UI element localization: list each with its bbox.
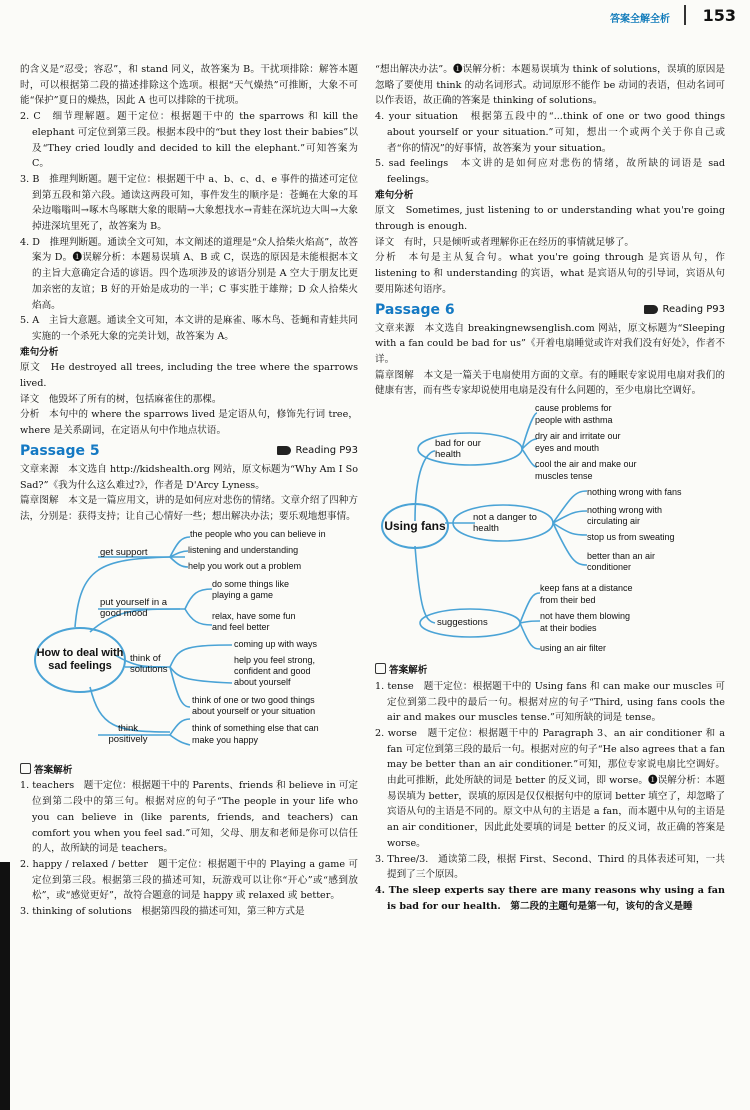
mind-map-leaf: conditioner [587,562,632,573]
mind-map-leaf: keep fans at a distance [540,583,633,594]
mind-map [20,527,358,759]
mind-map-leaf: help you feel strong, [234,654,316,665]
sentence-translation: 译文 他毁坏了所有的树，包括麻雀住的那棵。 [20,393,222,405]
sentence-original: 原文 Sometimes, just listening to or understanding what you're going through is enough. [375,205,725,233]
mind-map-branch: suggestions [437,617,488,629]
sentence-analysis: 分析 本句中的 where the sparrows lived 是定语从句，修饰先行词 tree，where 是关系副词，在定语从句中作地点状语。 [20,409,358,437]
mind-map-leaf: not have them blowing [540,611,631,622]
lock-icon [20,763,31,774]
answer-item: 3. Three/3. 通读第二段，根据 First、Second、Third 的具体表述可知，一共提到了三个原因。 [375,853,725,881]
page-header [0,0,750,30]
mind-map-leaf: muscles tense [535,471,593,482]
right-column [375,62,725,914]
answer-item: 2. worse 题干定位：根据题干中的 Paragraph 3、an air conditioner 和 a fan 可定位到第三段的最后一句。根据对应的句子“He also agrees that a fan may be better than an air conditioner.”可知，那位专家说电扇比空调好。由此可推断，此处所缺的词是 better 的反义词，即 worse。❶误解分析：本题易误填为 better，误填的原因是仅仅根据句中的原词 better 填空了，却忽略了宾语从句的主语是不同的。原文中从句的主语是 a fan，而本题中从句的主语是 an air conditioner，因此此处要填的词是 better 的反义词，故正确的答案是 worse。 [375,727,725,849]
passage-ref: Reading P93 [644,302,725,318]
mind-map-leaf: about yourself [234,676,291,687]
mind-map-root: How to deal with sad feelings [34,627,126,693]
paragraph: 的含义是“忍受；容忍”，和 stand 同义，故答案为 B。干扰项排除：解答本题时，可以根据第二段的描述排除这个选项。根据“天气燥热”可推断，大象不可能“保护”夏日的燥热，因此 A 也可以排除的干扰项。 [20,64,358,107]
mind-map-leaf: cause problems for [535,403,612,414]
mind-map-leaf: eyes and mouth [535,443,600,454]
mind-map-branch: put yourself in a good mood [100,596,168,619]
header-title: 答案全解全析 [610,14,670,25]
passage-heading [20,443,358,460]
mind-map-leaf: dry air and irritate our [535,431,621,442]
mind-map-leaf: people with asthma [535,415,613,426]
answer-item: 3. B 推理判断题。题干定位：根据题干中 a、b、c、d、e 事件的描述可定位到第五段和第六段。通读这两段可知，事件发生的顺序是：苍蝇在大象的耳朵边嗡嗡叫→啄木鸟啄瞎大象的眼睛→大象想找水→青蛙在深坑边大叫→大象掉进深坑里死了，故答案为 B。 [20,173,358,233]
mind-map-branch: not a danger to health [473,512,537,535]
passage-title: Passage 6 [375,301,455,318]
answer-item: 1. tense 题干定位：根据题干中的 Using fans 和 can make our muscles 可定位到第二段中的最后一句。根据对应的句子“Third, using fans cools the air and makes our muscles tense.”可知所缺的词是 tense。 [375,680,725,724]
answer-item: 3. thinking of solutions 根据第四段的描述可知，第三种方式是 [20,906,305,918]
pointing-hand-icon [277,446,291,455]
passage-title: Passage 5 [20,443,100,460]
passage-ref: Reading P93 [277,443,358,459]
answer-item: 4. D 推理判断题。通读全文可知，本文阐述的道理是“众人拾柴火焰高”，故答案为 D。❶误解分析：本题易误填 A、B 或 C，误选的原因是未能根据本文的主旨大意确定合适的谚语。四个选项涉及的谚语分别是 A 空大于朋友比更加亲密的友谊；B 好的开始是成功的一半；C 事实胜于雄辩；D 众人拾柴火焰高。 [20,236,358,311]
answer-item: 5. sad feelings 本文讲的是如何应对悲伤的情绪，故所缺的词语是 sad feelings。 [375,158,725,185]
answer-item: 2. C 细节理解题。题干定位：根据题干中的 the sparrows 和 kill the elephant 可定位到第三段。根据本段中的“but they lost their babies”以及“They cried loudly and decided to kill the elephant.”可知答案为 C。 [20,111,358,170]
mind-map-leaf: think of something else that can [192,722,319,733]
mind-map-leaf: help you work out a problem [188,560,302,571]
sentence-original: 原文 He destroyed all trees, including the tree where the sparrows lived. [20,362,358,390]
mind-map-branch: get support [100,546,148,558]
page-number: 153 [702,6,736,25]
mind-map-root: Using fans [381,503,449,549]
mind-map-leaf: do some things like [212,578,290,589]
mind-map-leaf: nothing wrong with [587,505,663,516]
mind-map-leaf: using an air filter [540,643,607,654]
mind-map-leaf: cool the air and make our [535,459,637,470]
mind-map-leaf: listening and understanding [188,544,299,555]
passage-heading [375,302,725,319]
mind-map-leaf: stop us from sweating [587,532,675,543]
mind-map-leaf: about yourself or your situation [192,705,316,716]
mind-map-leaf: think of one or two good things [192,694,315,705]
sentence-analysis: 分析 本句是主从复合句。what you're going through 是宾语从句，作 listening to 和 understanding 的宾语，what 是宾语从句的引导词，宾语从句要用陈述句语序。 [375,252,725,295]
article-source: 文章来源 本文选自 breakingnewsenglish.com 网站，原文标题为“Sleeping with a fan could be bad for us”《开着电扇睡觉或许对我们没有好处》，作者不详。 [375,322,725,365]
mind-map-leaf: make you happy [192,734,259,745]
lock-icon [375,663,386,674]
article-overview: 篇章图解 本文是一篇关于电扇使用方面的文章。有的睡眠专家说用电扇对我们的健康有害，而有些专家却说使用电扇是没有什么问题的，至少电扇比空调好。 [375,369,725,397]
mind-map-leaf: and feel better [212,621,270,632]
answer-item: 2. happy / relaxed / better 题干定位：根据题干中的 Playing a game 可定位到第三段。根据第三段的描述可知，玩游戏可以让你“开心”或“感到放松”，或“感觉更好”，故符合题意的词是 happy 或 relaxed 或 better。 [20,858,358,902]
mind-map-leaf: nothing wrong with fans [587,487,682,498]
mind-map-branch: bad for our health [435,438,481,461]
mind-map-leaf: from their bed [540,595,596,606]
left-column [20,62,358,920]
header-divider [684,5,686,25]
section-title: 答案解析 [20,763,358,779]
answer-item: 1. teachers 题干定位：根据题干中的 Parents、friends 和 believe in 可定位到第二段中的第三句。根据对应的句子“The people in your life who you can believe in (like parents, friends, and teachers) can comfort you when you feel sad.”可知，父母、朋友和老师是你可以信任的人，故所缺的词是 teachers。 [20,780,359,855]
answer-item: 4. The sleep experts say there are many reasons why using a fan is bad for our health. 第二段的主题句是第一句，该句的含义是睡 [375,884,725,912]
article-source: 文章来源 本文选自 http://kidshealth.org 网站，原文标题为“Why Am I So Sad?”《我为什么这么难过?》，作者是 D'Arcy Lyness。 [20,463,358,491]
mind-map-leaf: confident and good [234,665,311,676]
mind-map-branch: think of solutions [130,652,168,675]
page-edge-shadow [0,862,10,1110]
section-title: 答案解析 [375,663,725,679]
paragraph: “想出解决办法”。❶误解分析：本题易误填为 think of solutions，误填的原因是忽略了要使用 think 的动名词形式。动词原形不能作 be 动词的表语，但动名词可以作表语，故正确的答案是 thinking of solutions。 [375,64,725,107]
answer-item: 4. your situation 根据第五段中的“...think of one or two good things about yourself or your situation.”可知，想出一个或两个关于你自己或者“你的情况”的好事情，故答案为 your situation。 [375,111,725,154]
section-title: 难句分析 [375,189,414,201]
answer-item: 5. A 主旨大意题。通读全文可知，本文讲的是麻雀、啄木鸟、苍蝇和青蛙共同实施的一个杀死大象的完美计划，故答案为 A。 [20,315,358,342]
mind-map-leaf: relax, have some fun [212,610,296,621]
sentence-translation: 译文 有时，只是倾听或者理解你正在经历的事情就足够了。 [375,236,635,248]
article-overview: 篇章图解 本文是一篇应用文，讲的是如何应对悲伤的情绪。文章介绍了四种方法，分别是：获得支持；让自己心情好一些；想出解决办法；要乐观地想事情。 [20,495,358,523]
pointing-hand-icon [644,305,658,314]
mind-map-leaf: playing a game [212,589,274,600]
section-title: 难句分析 [20,346,59,358]
mind-map-leaf: coming up with ways [234,638,318,649]
mind-map-leaf: at their bodies [540,623,597,634]
mind-map [375,401,725,659]
mind-map-leaf: the people who you can believe in [190,528,326,539]
mind-map-branch: think positively [108,722,148,745]
mind-map-leaf: better than an air [587,551,656,562]
mind-map-leaf: circulating air [587,516,641,527]
